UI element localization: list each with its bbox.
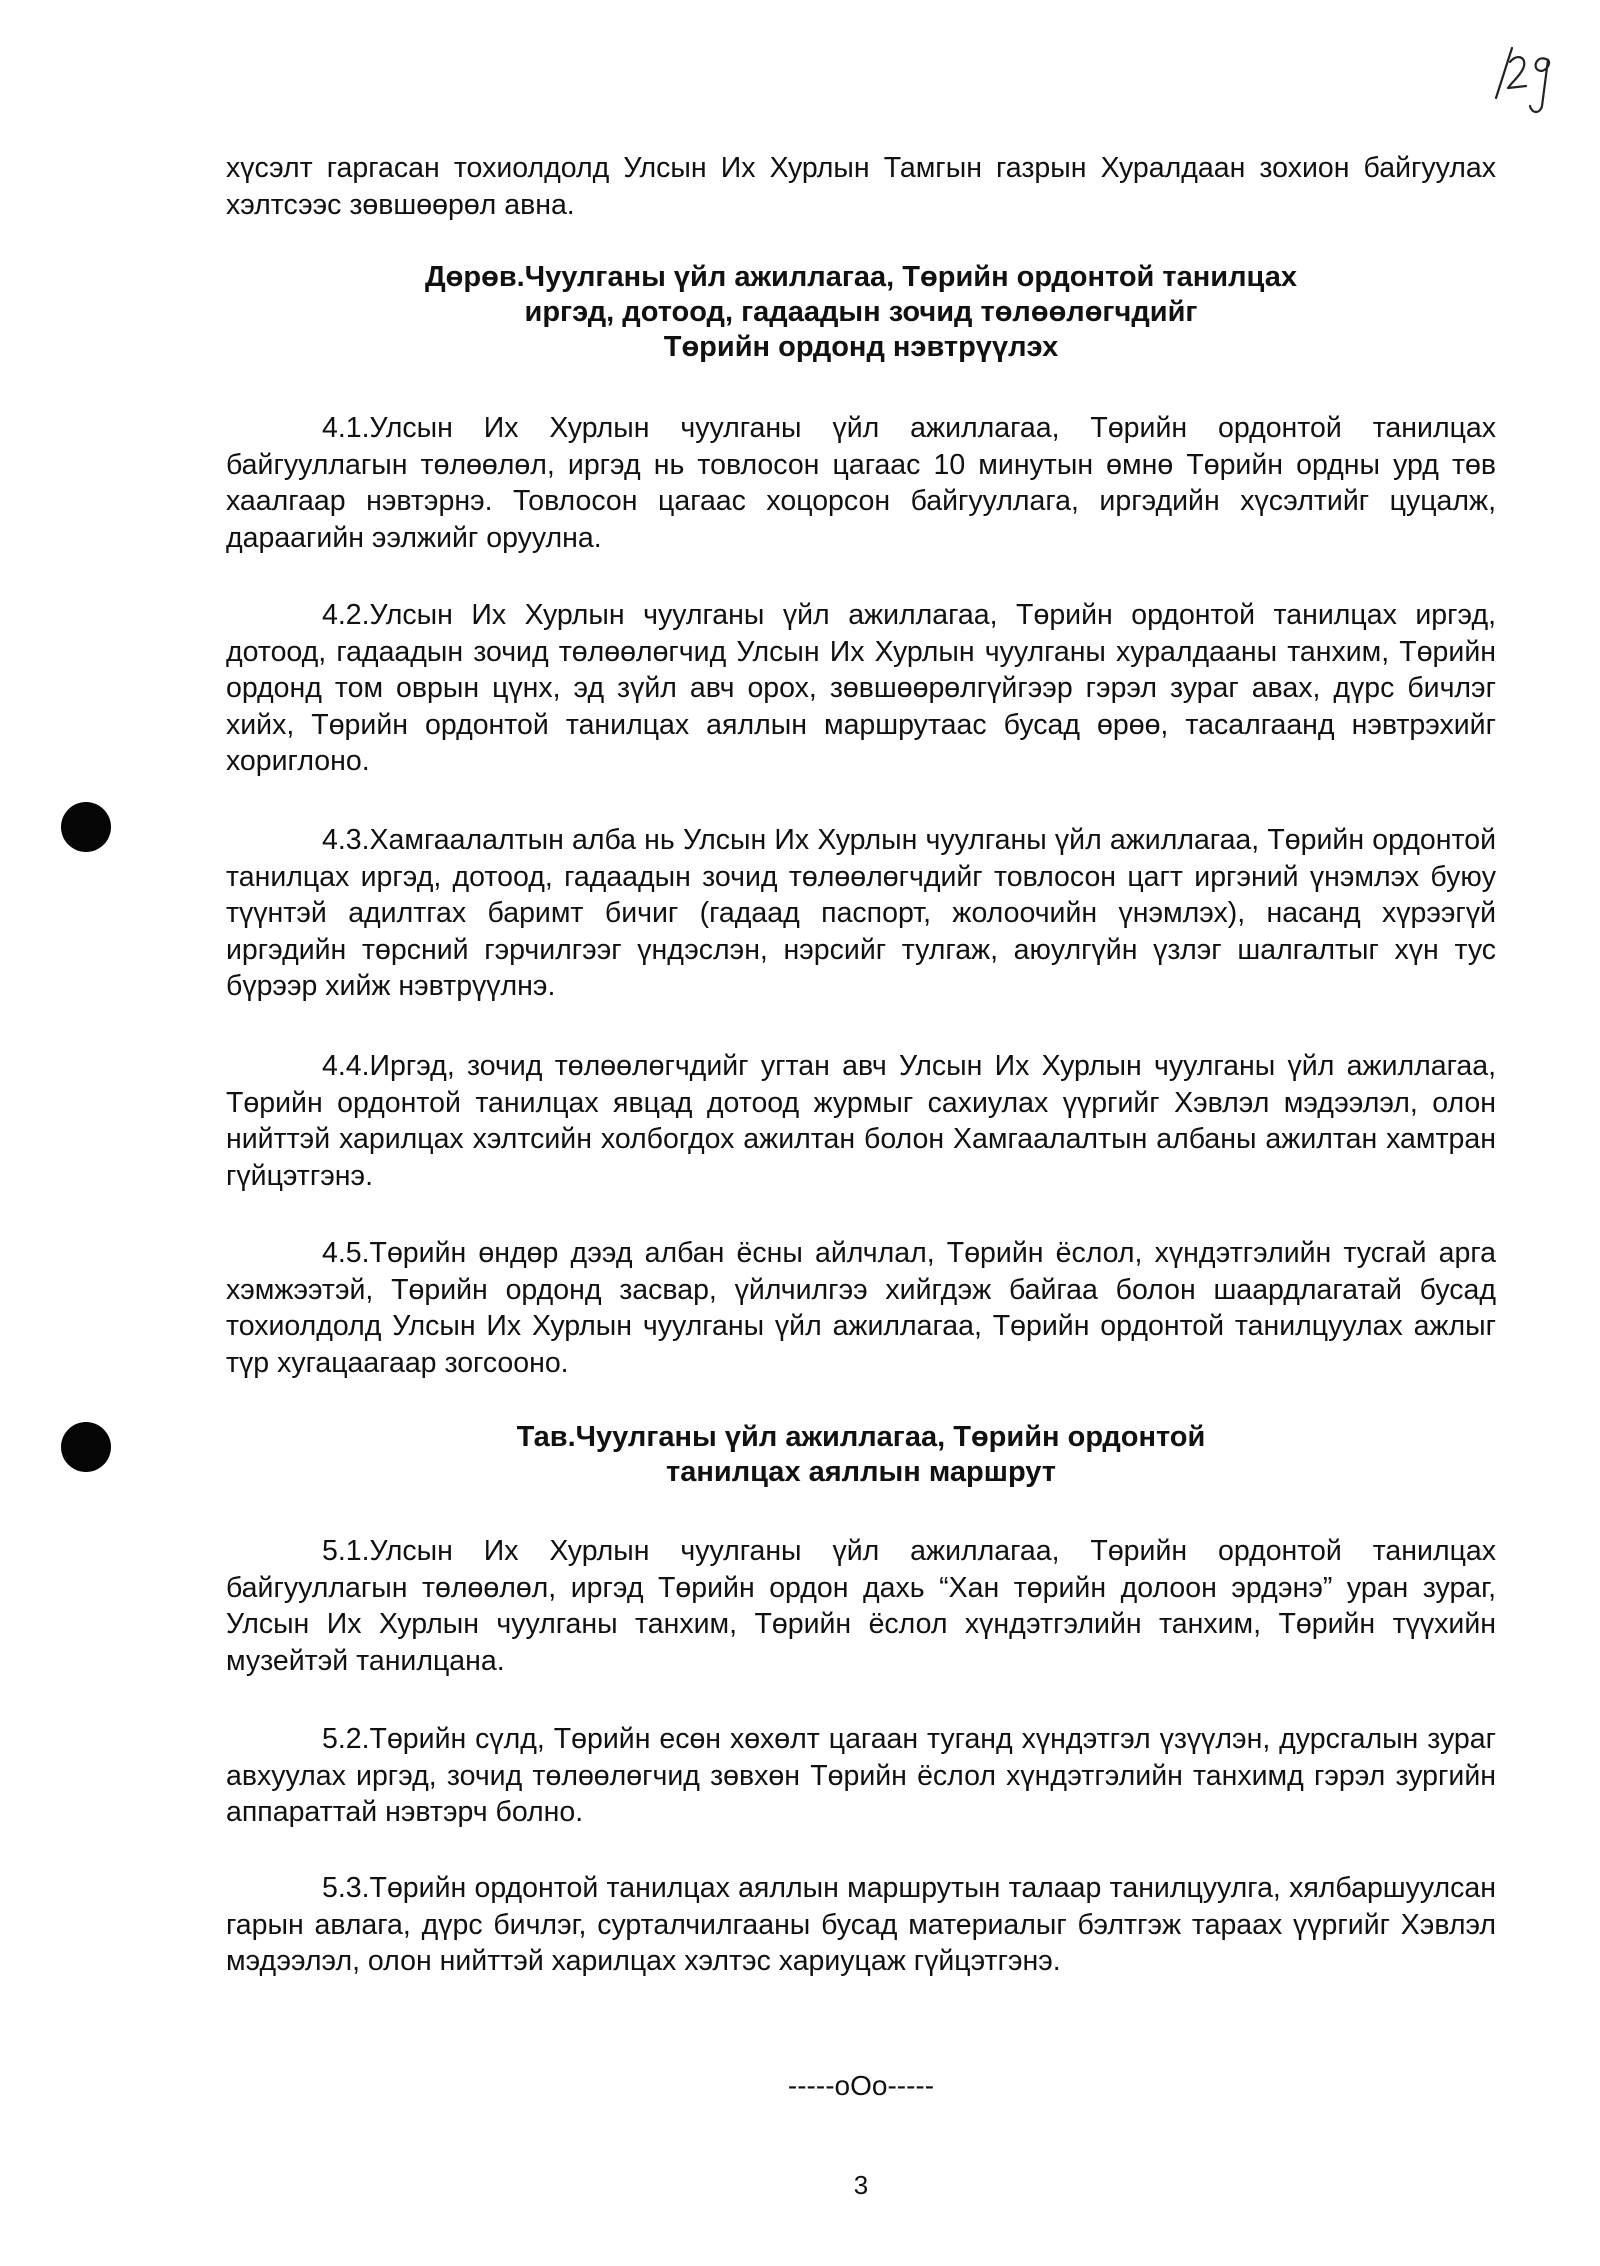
section-5-heading: [226, 1420, 1496, 1490]
heading-line: иргэд, дотоод, гадаадын зочид төлөөлөгчдийг: [524, 296, 1198, 328]
paragraph-5-2: 5.2.Төрийн сүлд, Төрийн есөн хөхөлт цагаан туганд хүндэтгэл үзүүлэн, дурсгалын зураг авхуулах иргэд, зочид төлөөлөгчид зөвхөн Төрийн ёслол хүндэтгэлийн танхимд гэрэл зургийн аппараттай нэвтэрч болно.: [226, 1723, 1496, 1828]
punch-hole: [61, 1422, 111, 1472]
paragraph-4-2: 4.2.Улсын Их Хурлын чуулганы үйл ажиллагаа, Төрийн ордонтой танилцах иргэд, дотоод, гадаадын зочид төлөөлөгчид Улсын Их Хурлын чуулганы хуралдааны танхим, Төрийн ордонд том оврын цүнх, эд зүйл авч орох, зөвшөөрөлгүйгээр гэрэл зураг авах, дүрс бичлэг хийх, Төрийн ордонтой танилцах аяллын маршрутаас бусад өрөө, тасалгаанд нэвтрэхийг хориглоно.: [226, 599, 1496, 777]
paragraph-5-1: 5.1.Улсын Их Хурлын чуулганы үйл ажиллагаа, Төрийн ордонтой танилцах байгууллагын төлөөлөл, иргэд Төрийн ордон дахь “Хан төрийн долоон эрдэнэ” уран зураг, Улсын Их Хурлын чуулганы танхим, Төрийн ёслол хүндэтгэлийн танхим, Төрийн түүхийн музейтэй танилцана.: [226, 1535, 1496, 1677]
heading-line: Тав.Чуулганы үйл ажиллагаа, Төрийн ордонтой: [516, 1421, 1206, 1453]
section-4-heading: [226, 260, 1496, 365]
punch-hole: [61, 802, 111, 852]
paragraph-4-5: 4.5.Төрийн өндөр дээд албан ёсны айлчлал, Төрийн ёслол, хүндэтгэлийн тусгай арга хэмжээтэй, Төрийн ордонд засвар, үйлчилгээ хийгдэж байгаа болон шаардлагатай бусад тохиолдолд Улсын Их Хурлын чуулганы үйл ажиллагаа, Төрийн ордонтой танилцуулах ажлыг түр хугацаагаар зогсооно.: [226, 1237, 1496, 1379]
page-number: 3: [853, 2170, 869, 2200]
heading-line: Төрийн ордонд нэвтрүүлэх: [663, 331, 1059, 363]
heading-line: Дөрөв.Чуулганы үйл ажиллагаа, Төрийн ордонтой танилцах: [425, 261, 1297, 293]
intro-paragraph: хүсэлт гаргасан тохиолдолд Улсын Их Хурлын Тамгын газрын Хуралдаан зохион байгуулах хэлтсээс зөвшөөрөл авна.: [226, 152, 1496, 221]
paragraph-4-1: 4.1.Улсын Их Хурлын чуулганы үйл ажиллагаа, Төрийн ордонтой танилцах байгууллагын төлөөлөл, иргэд нь товлосон цагаас 10 минутын өмнө Төрийн ордны урд төв хаалгаар нэвтэрнэ. Товлосон цагаас хоцорсон байгууллага, иргэдийн хүсэлтийг цуцалж, дараагийн ээлжийг оруулна.: [226, 412, 1496, 554]
heading-line: танилцах аяллын маршрут: [666, 1456, 1056, 1488]
paragraph-5-3: 5.3.Төрийн ордонтой танилцах аяллын маршрутын талаар танилцуулга, хялбаршуулсан гарын авлага, дүрс бичлэг, сурталчилгааны бусад материалыг бэлтгэж тараах үүргийг Хэвлэл мэдээлэл, олон нийттэй харилцах хэлтэс хариуцаж гүйцэтгэнэ.: [226, 1872, 1496, 1977]
handwritten-page-number: [1486, 40, 1566, 120]
paragraph-4-3: 4.3.Хамгаалалтын алба нь Улсын Их Хурлын чуулганы үйл ажиллагаа, Төрийн ордонтой танилцах иргэд, дотоод, гадаадын зочид төлөөлөгчдийг товлосон цагт иргэний үнэмлэх буюу түүнтэй адилтгах баримт бичиг (гадаад паспорт, жолоочийн үнэмлэх), насанд хүрээгүй иргэдийн төрсний гэрчилгээг үндэслэн, нэрсийг тулгаж, аюулгүйн үзлэг шалгалтыг хүн тус бүрээр хийж нэвтрүүлнэ.: [226, 824, 1496, 1002]
paragraph-4-4: 4.4.Иргэд, зочид төлөөлөгчдийг угтан авч Улсын Их Хурлын чуулганы үйл ажиллагаа, Төрийн ордонтой танилцах явцад дотоод журмыг сахиулах үүргийг Хэвлэл мэдээлэл, олон нийттэй харилцах хэлтсийн холбогдох ажилтан болон Хамгаалалтын албаны ажилтан хамтран гүйцэтгэнэ.: [226, 1050, 1496, 1192]
end-mark: -----oOo-----: [787, 2070, 935, 2101]
